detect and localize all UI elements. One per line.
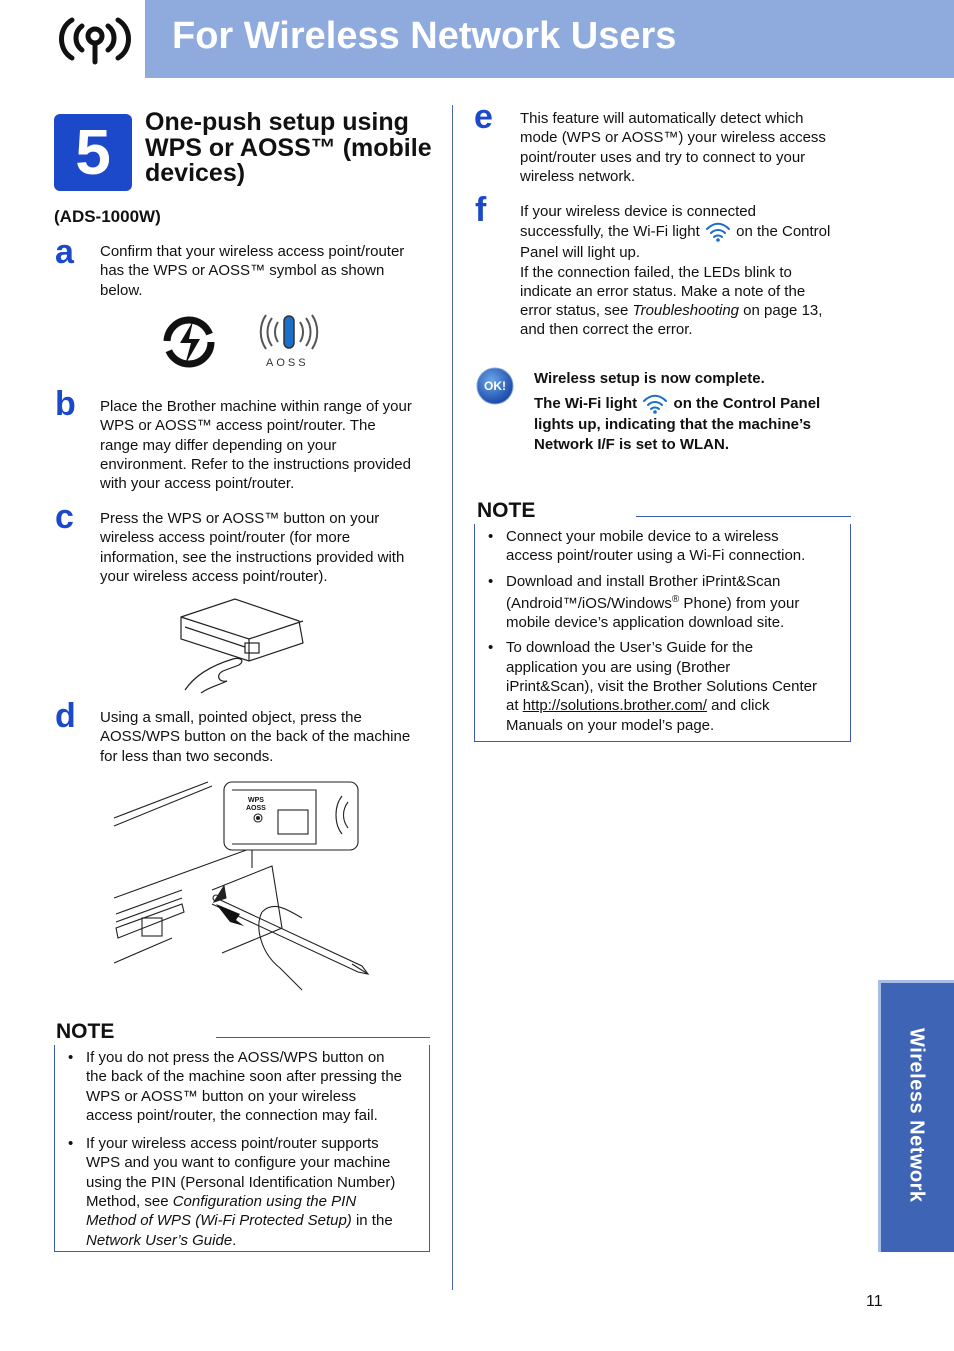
note-title-right: NOTE (477, 499, 536, 522)
step-letter-f: f (475, 191, 487, 229)
step-number-badge: 5 (54, 114, 132, 191)
step-a-text: Confirm that your wireless access point/router has the WPS or AOSS™ symbol as shown below. (100, 243, 405, 299)
aoss-device-label: AOSS (246, 805, 266, 812)
router-illustration (175, 595, 310, 695)
aoss-symbol-icon (258, 314, 320, 352)
wifi-light-icon (704, 221, 732, 243)
aoss-label: AOSS (266, 357, 309, 369)
note-left-item-2: • If your wireless access point/router supports WPS and you want to configure your machine using the PIN (Personal Identification Number) Method, see Configuration using the PIN Method of WPS (Wi-Fi Protected Setup) in the Network User’s Guide. (55, 1134, 429, 1250)
model-name: (ADS-1000W) (54, 207, 161, 226)
solutions-center-link[interactable]: http://solutions.brother.com/ (522, 697, 707, 715)
step-letter-b: b (55, 385, 76, 423)
note-title-left: NOTE (56, 1020, 115, 1043)
note-right-item-1: • Connect your mobile device to a wireless access point/router using a Wi-Fi connection. (475, 527, 850, 566)
step-d-text: Using a small, pointed object, press the AOSS/WPS button on the back of the machine for less than two seconds. (100, 709, 411, 765)
side-tab-label: Wireless Network (905, 1028, 928, 1203)
step-letter-e: e (474, 98, 493, 136)
note-box-left (54, 1045, 430, 1252)
step-title: One-push setup using WPS or AOSS™ (mobile devices) (145, 108, 432, 187)
step-b-text: Place the Brother machine within range of your WPS or AOSS™ access point/router. The range may differ depending on your environment. Refer to the instructions provided with your access point/router. (100, 398, 412, 493)
step-letter-a: a (55, 233, 74, 271)
wps-device-label: WPS (248, 797, 264, 804)
wireless-logo-icon (50, 10, 140, 68)
note-border-right (636, 516, 851, 517)
note-border-left (216, 1037, 430, 1038)
note-right-item-3: • To download the User’s Guide for the application you are using (Brother iPrint&Scan), visit the Brother Solutions Center at http://solutions.brother.com/ and click Manuals on your model’s page. (475, 638, 850, 734)
wps-symbol-icon (160, 313, 218, 371)
page-title: For Wireless Network Users (172, 15, 677, 57)
step-e-text: This feature will automatically detect which mode (WPS or AOSS™) your wireless access point/router uses and try to connect to your wireless network. (520, 110, 826, 185)
step-f-text: If your wireless device is connected successfully, the Wi-Fi light on the Control Panel will light up. If the connection failed, the LEDs blink to indicate an error status. Make a note of the error status, see Troubleshooting on page 13, and then correct the error. (520, 203, 831, 339)
step-c-text: Press the WPS or AOSS™ button on your wireless access point/router (for more information, see the instructions provided with your wireless access point/router). (100, 510, 405, 585)
svg-text:OK!: OK! (484, 379, 506, 393)
note-box-right (474, 524, 851, 742)
column-divider (452, 105, 453, 1290)
step-letter-c: c (55, 498, 74, 536)
ok-badge-icon (476, 367, 514, 405)
step-letter-d: d (55, 697, 76, 735)
wifi-light-icon (641, 393, 669, 415)
note-right-item-2: • Download and install Brother iPrint&Scan (Android™/iOS/Windows® Phone) from your mobile device’s application download site. (475, 572, 850, 633)
page-number: 11 (866, 1293, 883, 1310)
setup-complete-text: Wireless setup is now complete. The Wi-Fi light on the Control Panel lights up, indicating that the machine’s Network I/F is set to WLAN. (534, 370, 821, 453)
note-left-item-1: • If you do not press the AOSS/WPS button on the back of the machine soon after pressing the WPS or AOSS™ button on your wireless access point/router, the connection may fail. (55, 1048, 429, 1125)
machine-back-illustration (112, 778, 374, 993)
